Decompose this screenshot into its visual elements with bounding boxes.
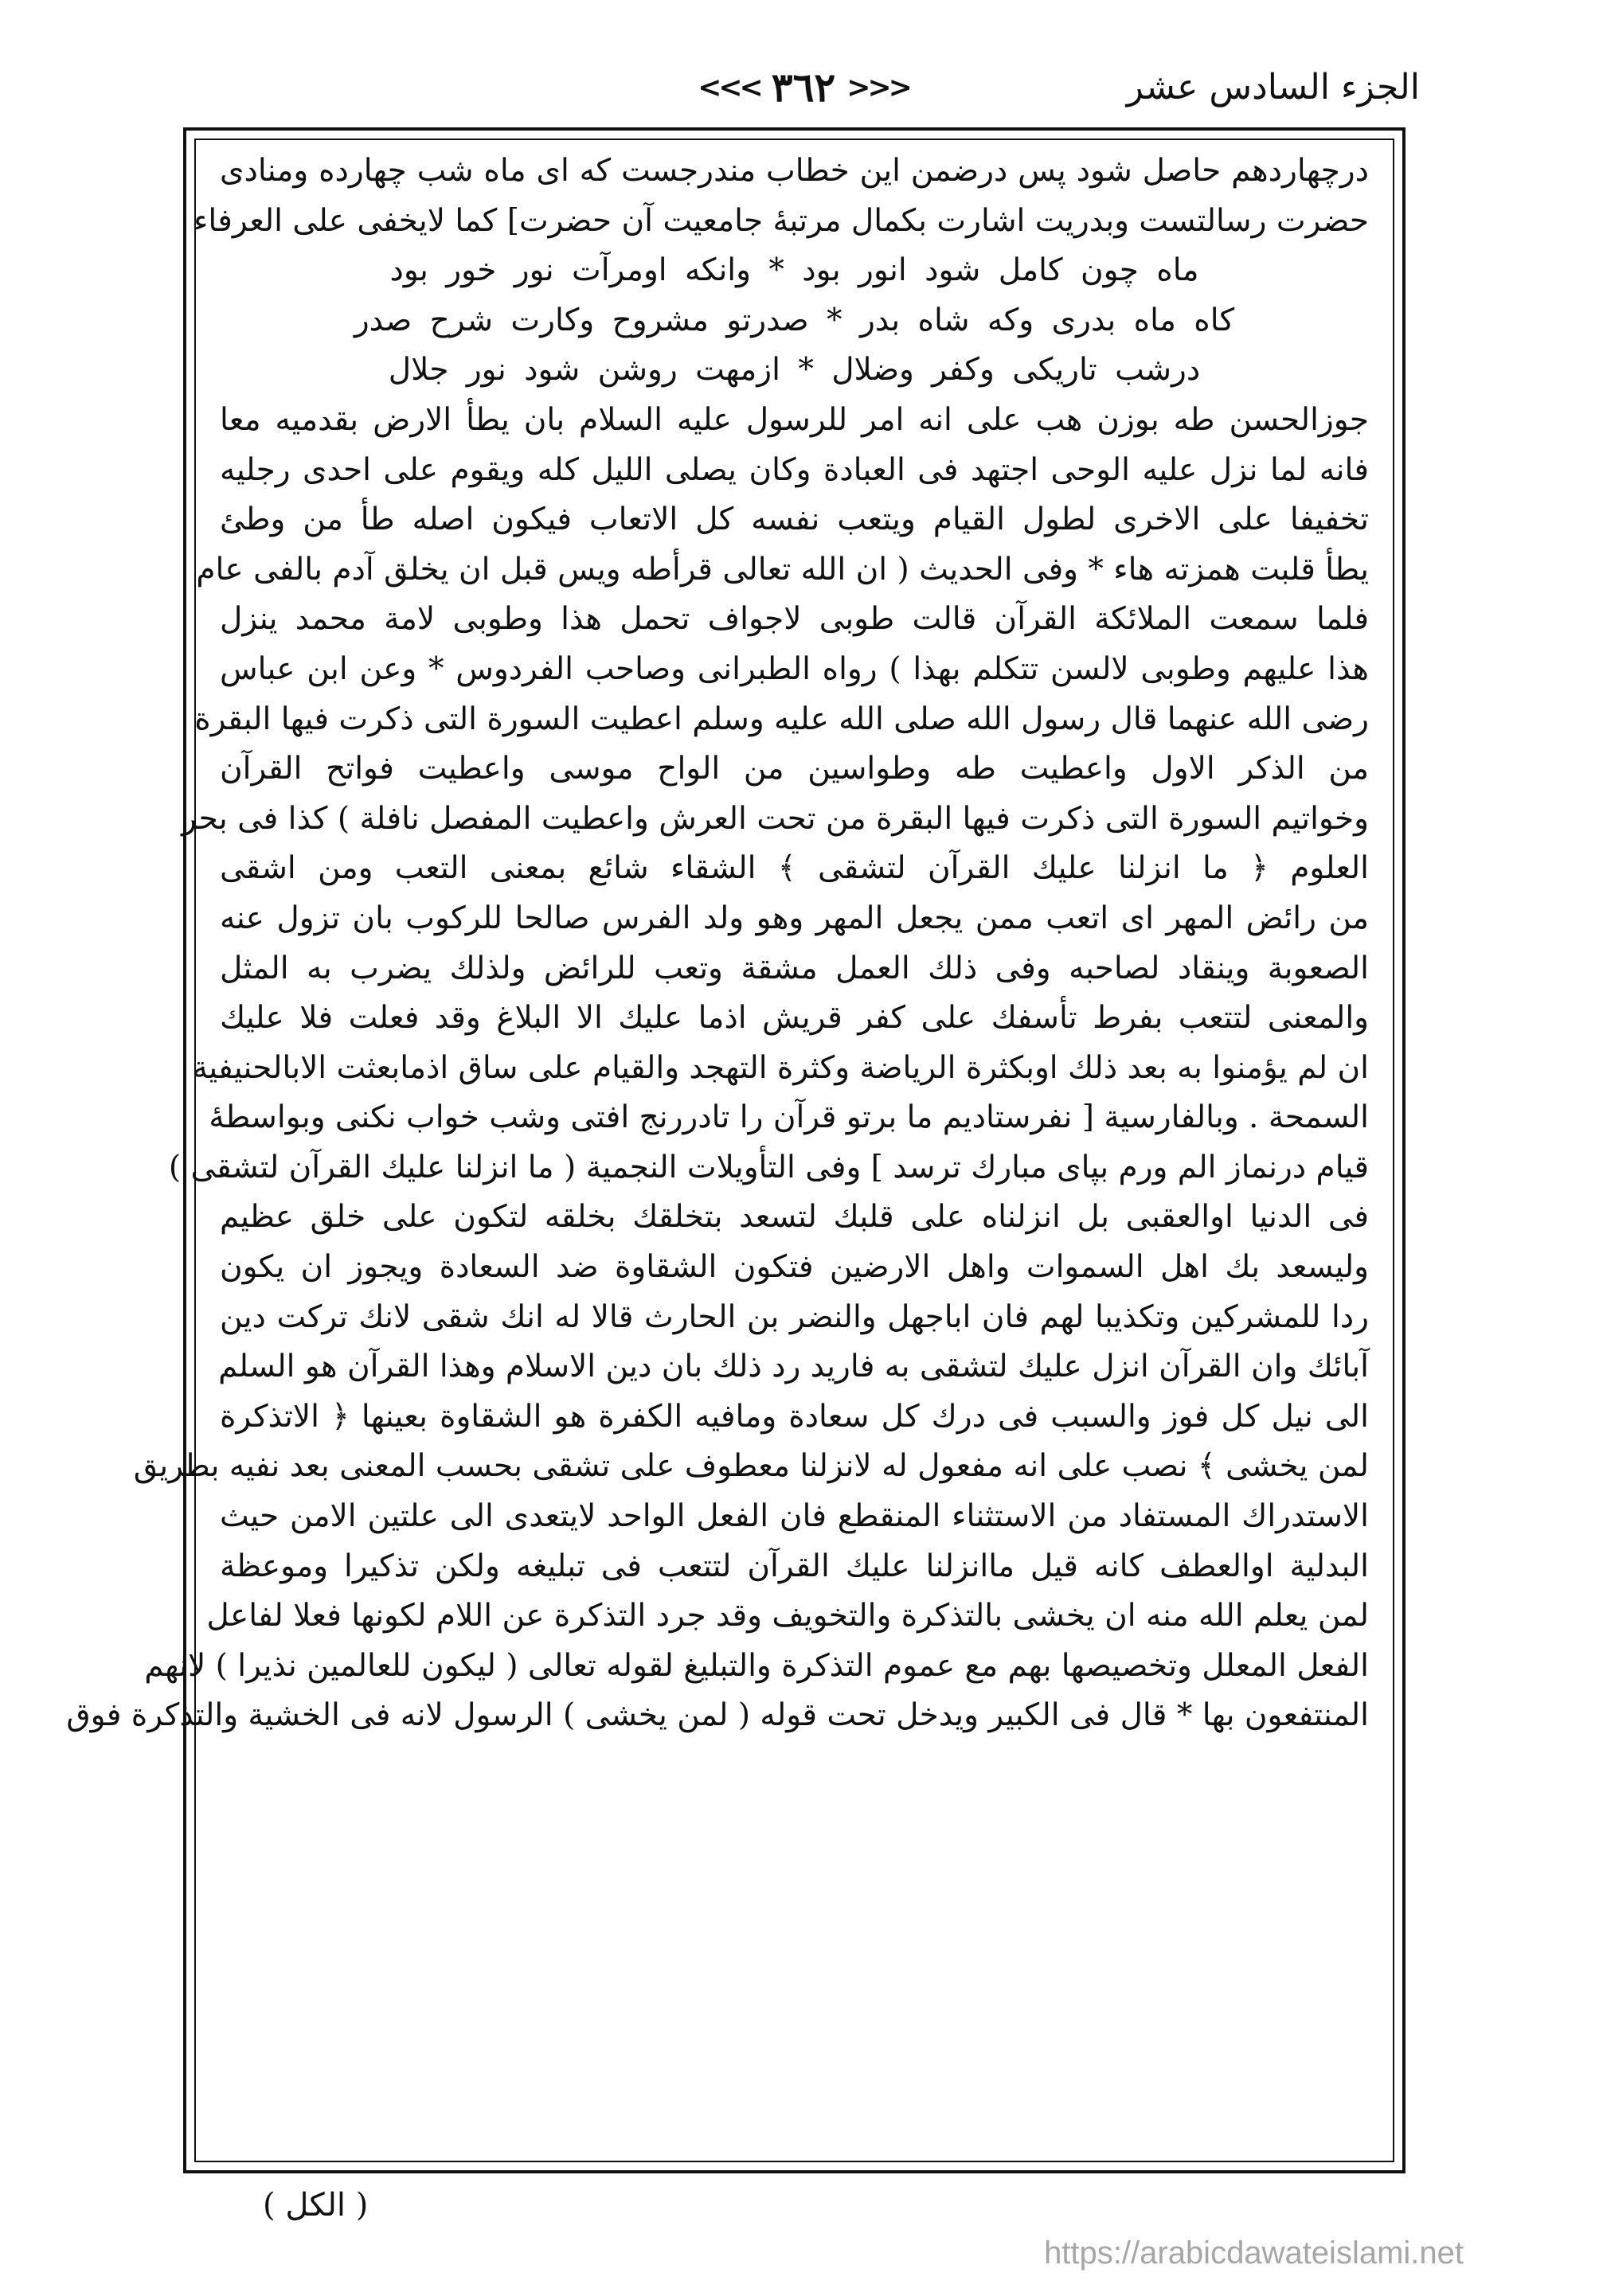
verse-line: درشب تاريكى وكفر وضلال * ازمهت روشن شود نور جلال bbox=[388, 352, 1201, 389]
text-line: فى الدنيا اوالعقبى بل انزلناه على قلبك لتسعد بتخلقك بخلقه لتكون على خلق عظيم bbox=[220, 1199, 1369, 1236]
text-line: رضى الله عنهما قال رسول الله صلى الله عليه وسلم اعطيت السورة التى ذكرت فيها البقرة bbox=[194, 701, 1369, 737]
text-line: العلوم ﴿ ما انزلنا عليك القرآن لتشقى ﴾ الشقاء شائع بمعنى التعب ومن اشقى bbox=[220, 850, 1369, 887]
watermark-url: https://arabicdawateislami.net bbox=[1044, 2235, 1464, 2271]
ornament-left-icon: <<< bbox=[846, 71, 909, 104]
text-line: من الذكر الاول واعطيت طه وطواسين من الواح موسى واعطيت فواتح القرآن bbox=[220, 751, 1369, 787]
text-line: الصعوبة وينقاد لصاحبه وفى ذلك العمل مشقة وتعب للرائض ولذلك يضرب به المثل bbox=[220, 950, 1369, 986]
text-frame bbox=[66, 127, 1405, 2173]
page-number-block bbox=[698, 56, 909, 119]
text-line: السمحة . وبالفارسية [ نفرستاديم ما برتو قرآن را تادررنج افتى وشب خواب نكنى وبواسطهٔ bbox=[209, 1099, 1369, 1136]
text-line: والمعنى لتتعب بفرط تأسفك على كفر قريش اذما عليك الا البلاغ وقد فعلت فلا عليك bbox=[220, 1000, 1369, 1037]
text-line: من رائض المهر اى اتعب ممن يجعل المهر وهو ولد الفرس صالحا للركوب بان تزول عنه bbox=[220, 900, 1369, 936]
text-line: ردا للمشركين وتكذيبا لهم فان اباجهل والنضر بن الحارث قالا له انك شقى لانك تركت دين bbox=[220, 1298, 1369, 1335]
text-line: المنتفعون بها * قال فى الكبير ويدخل تحت قوله ( لمن يخشى ) الرسول لانه فى الخشية والتذكرة فوق bbox=[66, 1697, 1369, 1734]
text-line: لمن يخشى ﴾ نصب على انه مفعول له لانزلنا معطوف على تشقى بحسب المعنى بعد نفيه بطريق bbox=[133, 1448, 1369, 1485]
ornament-right-icon: >>> bbox=[698, 71, 760, 104]
text-line: لمن يعلم الله منه ان يخشى بالتذكرة والتخويف وقد جرد التذكرة عن اللام لكونها فعلا لفاعل bbox=[206, 1598, 1369, 1634]
text-line: ان لم يؤمنوا به بعد ذلك اوبكثرة الرياضة وكثرة التهجد والقيام على ساق اذمابعثت الابالحنيفية bbox=[192, 1049, 1369, 1086]
text-line: البدلية اوالعطف كانه قيل ماانزلنا عليك القرآن لتتعب فى تبليغه ولكن تذكيرا وموعظة bbox=[220, 1548, 1369, 1584]
text-line: تخفيفا على الاخرى لطول القيام ويتعب نفسه كل الاتعاب فيكون اصله طأ من وطئ bbox=[220, 502, 1369, 538]
text-line: وليسعد بك اهل السموات واهل الارضين فتكون الشقاوة ضد السعادة ويجوز ان يكون bbox=[220, 1249, 1369, 1286]
text-line: حضرت رسالتست وبدريت اشارت بكمال مرتبهٔ جامعيت آن حضرت] كما لايخفى على العرفاء bbox=[194, 202, 1369, 239]
text-line: الى نيل كل فوز والسبب فى درك كل سعادة ومافيه الكفرة هو الشقاوة بعينها ﴿ الاتذكرة bbox=[220, 1398, 1369, 1435]
text-line: الفعل المعلل وتخصيصها بهم مع عموم التذكرة والتبليغ لقوله تعالى ( ليكون للعالمين نذيرا ) لانهم bbox=[144, 1647, 1369, 1684]
text-line: فلما سمعت الملائكة القرآن قالت طوبى لاجواف تحمل هذا وطوبى لامة محمد ينزل bbox=[220, 601, 1369, 638]
verse-line: كاه ماه بدری وكه شاه بدر * صدرتو مشروح وكارت شرح صدر bbox=[354, 302, 1235, 338]
text-line: فانه لما نزل عليه الوحى اجتهد فى العبادة وكان يصلى الليل كله ويقوم على احدى رجليه bbox=[220, 451, 1369, 488]
text-line: هذا عليهم وطوبى لالسن تتكلم بهذا ) رواه الطبرانى وصاحب الفردوس * وعن ابن عباس bbox=[220, 650, 1369, 687]
page-header bbox=[187, 56, 1420, 119]
volume-title: الجزء السادس عشر bbox=[1126, 67, 1420, 107]
text-line: قيام درنماز الم ورم بپاى مبارك ترسد ] وفى التأويلات النجمية ( ما انزلنا عليك القرآن لتشقى ) bbox=[168, 1149, 1369, 1185]
page-number: ٣٦٢ bbox=[771, 64, 836, 111]
text-body bbox=[66, 139, 1394, 2162]
text-line: الاستدراك المستفاد من الاستثناء المنقطع فان الفعل الواحد لايتعدى الى علتين الامن حيث bbox=[220, 1498, 1369, 1535]
text-line: آبائك وان القرآن انزل عليك لتشقى به فاريد رد ذلك بان دين الاسلام وهذا القرآن هو السلم bbox=[218, 1349, 1369, 1385]
text-line: جوزالحسن طه بوزن هب على انه امر للرسول عليه السلام بان يطأ الارض بقدميه معا bbox=[220, 401, 1369, 438]
catchword: ( الكل ) bbox=[263, 2187, 369, 2224]
text-line: وخواتيم السورة التى ذكرت فيها البقرة من تحت العرش واعطيت المفصل نافلة ) كذا فى بحر bbox=[182, 800, 1369, 837]
text-line: يطأ قلبت همزته هاء * وفى الحديث ( ان الله تعالى قرأطه ويس قبل ان يخلق آدم بالفى عام bbox=[196, 551, 1369, 588]
verse-line: ماه چون كامل شود انور بود * وانكه اومرآت نور خور بود bbox=[389, 252, 1199, 289]
text-line: درچهاردهم حاصل شود پس درضمن این خطاب مندرجست كه ای ماه شب چهارده ومنادى bbox=[220, 153, 1369, 189]
